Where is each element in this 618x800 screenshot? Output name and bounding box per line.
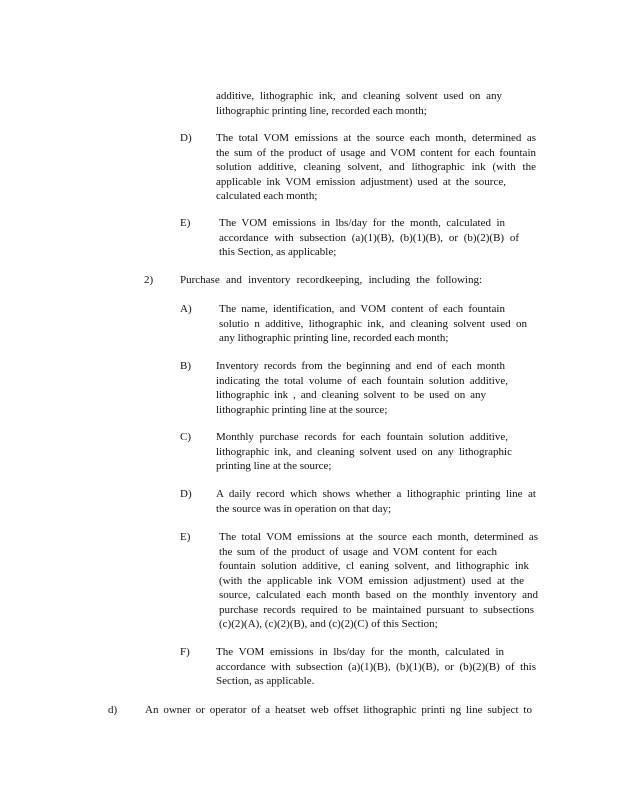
- text-line: (with the applicable ink VOM emission adjustment) used at the: [219, 574, 524, 587]
- text-line: indicating the total volume of each fountain solution additive,: [216, 374, 508, 387]
- item-label-A: A): [180, 303, 192, 315]
- item-d-text: [145, 703, 532, 718]
- item-label-C: C): [180, 431, 191, 443]
- text-line: Purchase and inventory recordkeeping, including the following:: [180, 274, 482, 286]
- item-D2-text: [216, 487, 536, 516]
- text-line: Section, as applicable.: [216, 675, 315, 687]
- text-line: (c)(2)(A), (c)(2)(B), and (c)(2)(C) of this Section;: [219, 618, 438, 630]
- text-line: lithographic printing line at the source;: [216, 403, 388, 416]
- item-A-text: [219, 302, 527, 346]
- item-C-text: [216, 430, 512, 474]
- continuation-text: [216, 89, 502, 118]
- item-label-d: d): [108, 704, 118, 716]
- item-D-text: [216, 131, 536, 204]
- text-line: The total VOM emissions at the source each month, determined as: [219, 531, 538, 543]
- text-line: applicable ink VOM emission adjustment) used at the source,: [216, 175, 506, 188]
- text-line: The total VOM emissions at the source each month, determined as: [216, 132, 536, 144]
- text-line: The VOM emissions in lbs/day for the month, calculated in: [216, 646, 504, 658]
- item-2-text: [180, 273, 482, 288]
- text-line: any lithographic printing line, recorded each month;: [219, 332, 449, 344]
- text-line: solution additive, cleaning solvent, and lithographic ink (with the: [216, 161, 536, 173]
- text-line: printing line at the source;: [216, 460, 332, 472]
- text-line: lithographic printing line, recorded each month;: [216, 104, 427, 117]
- item-label-D: D): [180, 132, 192, 144]
- text-line: accordance with subsection (a)(1)(B), (b)(1)(B), or (b)(2)(B) of this: [216, 660, 536, 673]
- text-line: solutio n additive, lithographic ink, and cleaning solvent used on: [219, 317, 527, 330]
- text-line: the sum of the product of usage and VOM content for each fountain: [216, 146, 536, 159]
- text-line: purchase records required to be maintained pursuant to subsections: [219, 603, 534, 616]
- item-label-E2: E): [180, 531, 191, 543]
- text-line: A daily record which shows whether a lithographic printing line at: [216, 488, 536, 500]
- item-F-text: [216, 645, 536, 689]
- text-line: fountain solution additive, cl eaning solvent, and lithographic ink: [219, 560, 529, 572]
- text-line: An owner or operator of a heatset web offset lithographic printi ng line subject to: [145, 704, 532, 716]
- item-label-D2: D): [180, 488, 192, 500]
- text-line: this Section, as applicable;: [219, 246, 337, 258]
- item-label-2: 2): [144, 274, 154, 286]
- text-line: The VOM emissions in lbs/day for the month, calculated in: [219, 217, 505, 229]
- text-line: accordance with subsection (a)(1)(B), (b)(1)(B), or (b)(2)(B) of: [219, 231, 519, 244]
- text-line: the source was in operation on that day;: [216, 502, 392, 515]
- text-line: The name, identification, and VOM content of each fountain: [219, 303, 505, 315]
- item-E2-text: [219, 530, 538, 632]
- item-E-text: [219, 216, 519, 260]
- text-line: source, calculated each month based on the monthly inventory and: [219, 589, 538, 601]
- text-line: additive, lithographic ink, and cleaning solvent used on any: [216, 90, 502, 102]
- text-line: lithographic ink , and cleaning solvent to be used on any: [216, 389, 486, 401]
- item-B-text: [216, 359, 508, 417]
- text-line: calculated each month;: [216, 190, 318, 202]
- item-label-E: E): [180, 217, 191, 229]
- text-line: Inventory records from the beginning and end of each month: [216, 360, 505, 372]
- item-label-B: B): [180, 360, 191, 372]
- text-line: Monthly purchase records for each fountain solution additive,: [216, 431, 508, 443]
- text-line: the sum of the product of usage and VOM content for each: [219, 545, 497, 558]
- item-label-F: F): [180, 646, 190, 658]
- text-line: lithographic ink, and cleaning solvent used on any lithographic: [216, 445, 512, 458]
